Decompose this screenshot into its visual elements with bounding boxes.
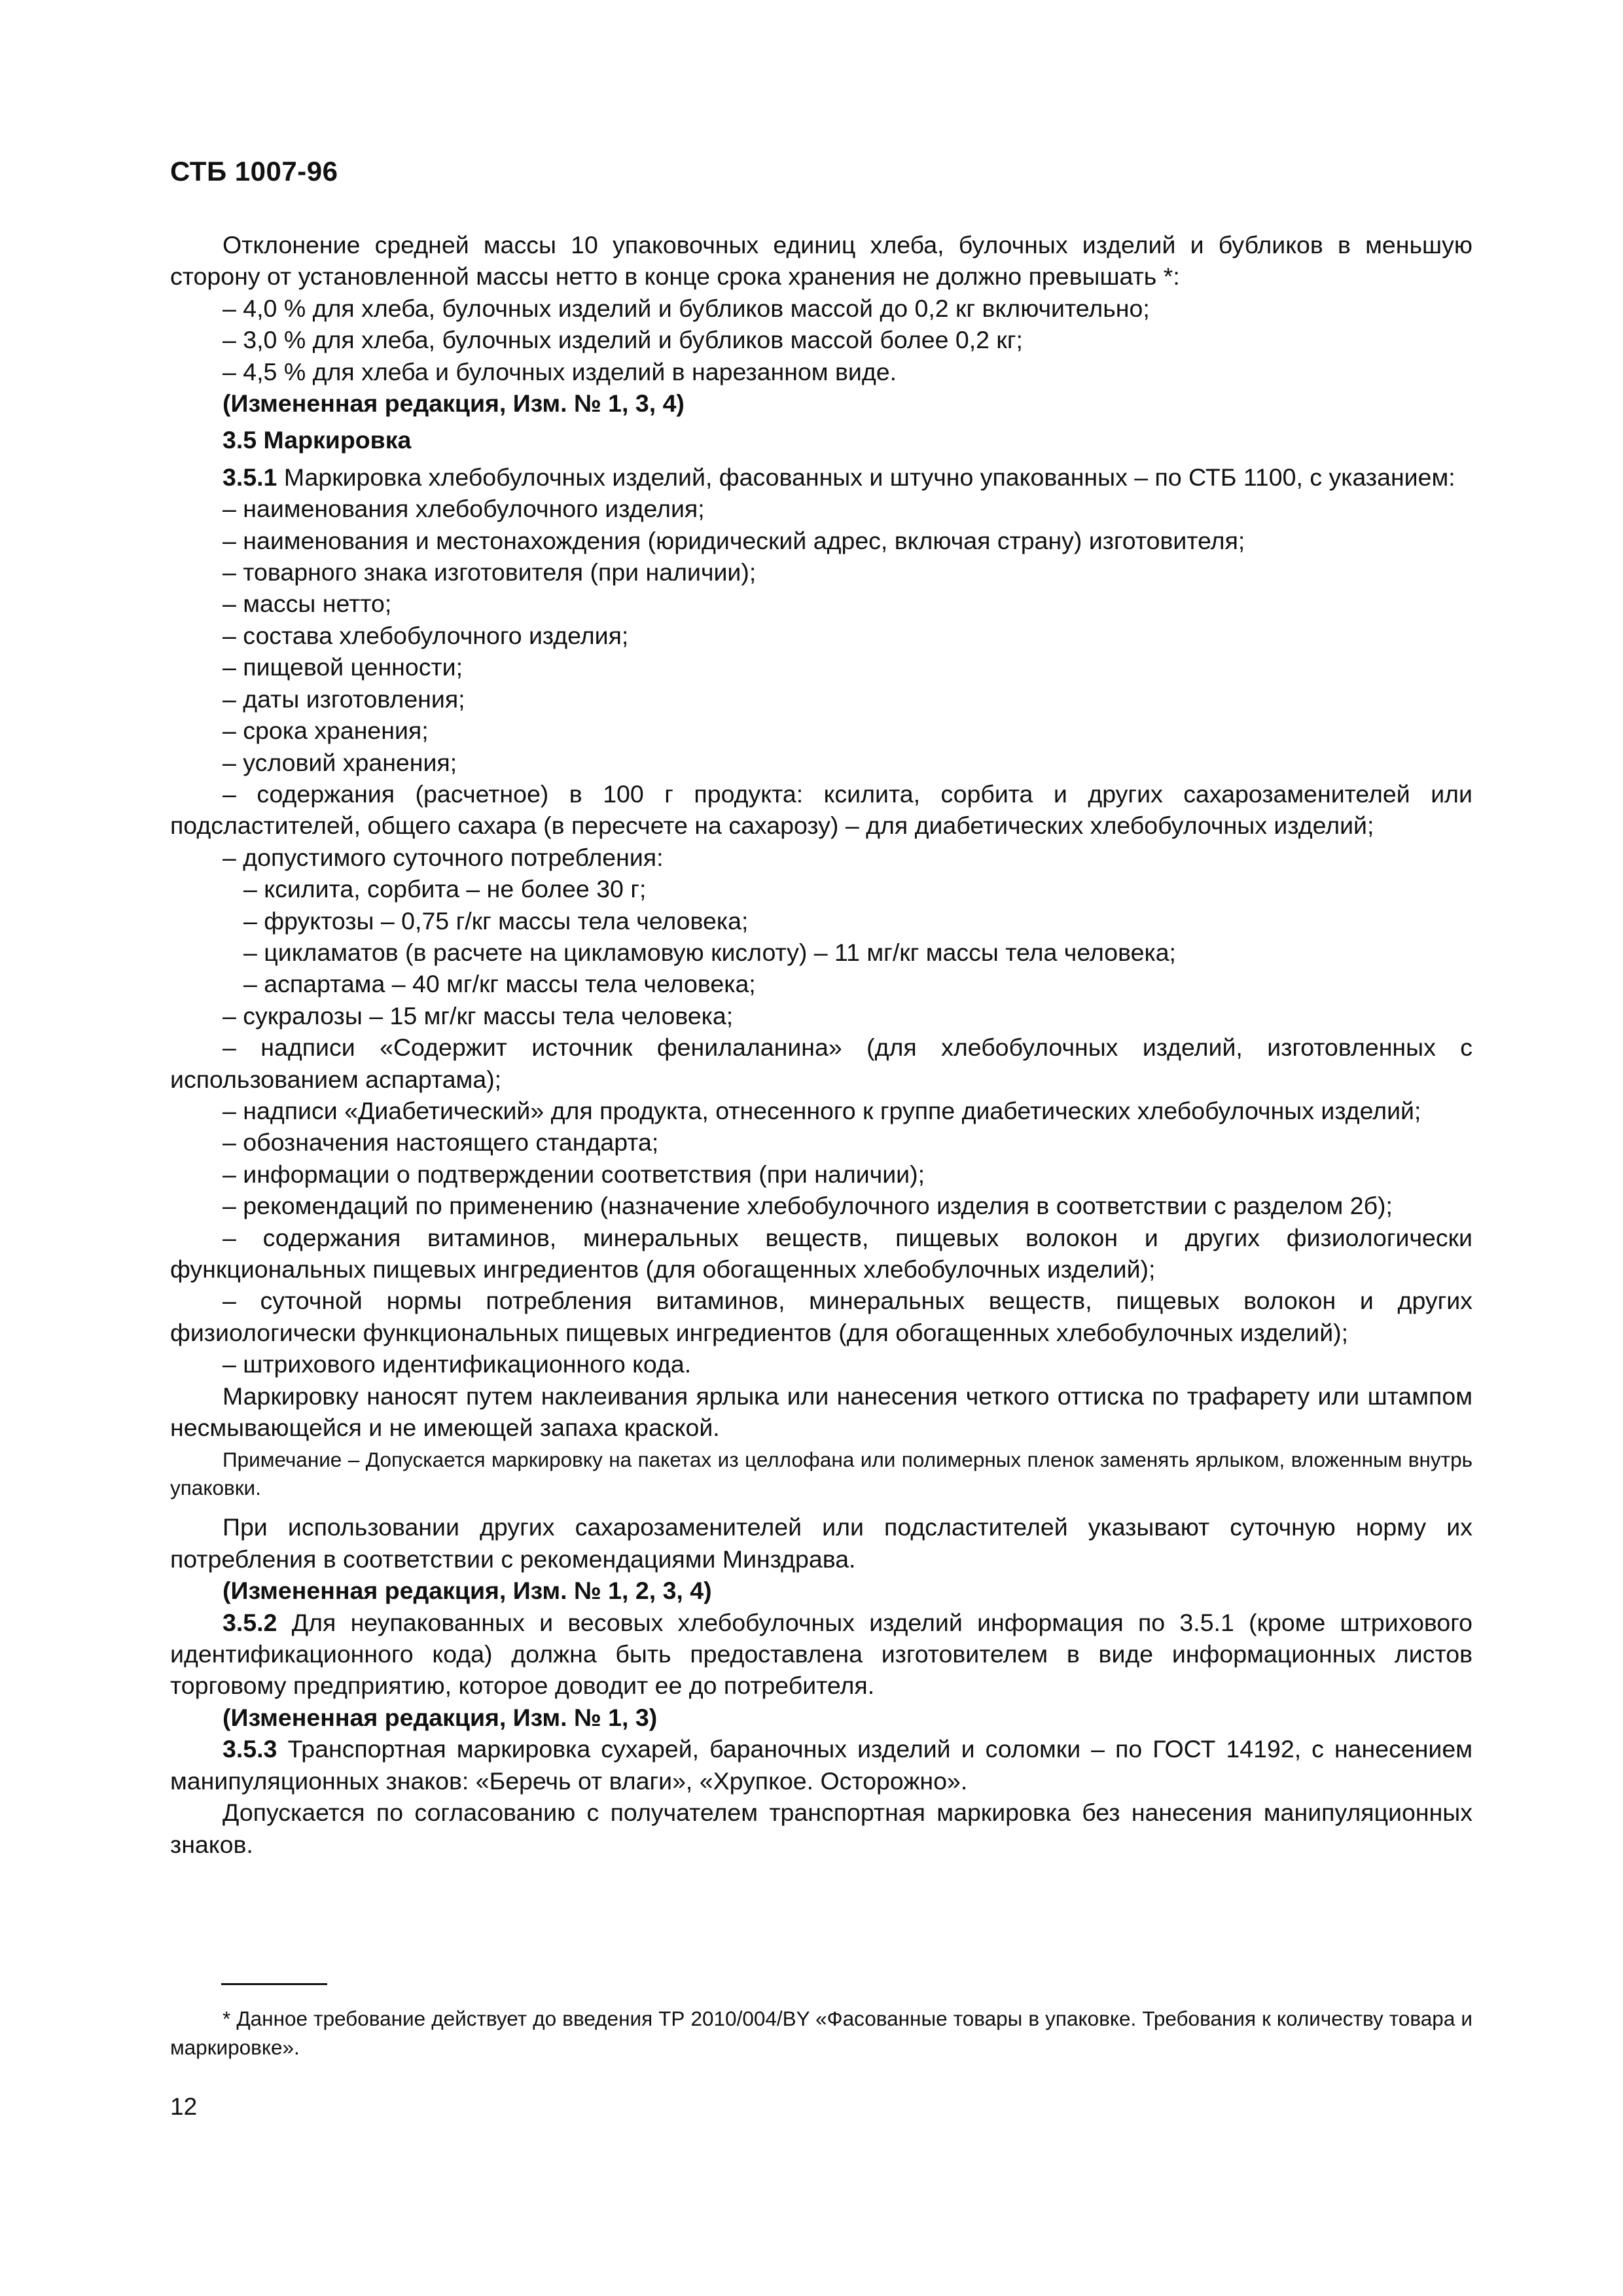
clause-3-5-1 xyxy=(170,461,1472,493)
clause-text: Транспортная маркировка сухарей, бараночных изделий и соломки – по ГОСТ 14192, с нанесением манипуляционных знаков: «Беречь от влаги», «Хрупкое. Осторожно». xyxy=(170,1735,1472,1795)
list-item: – пищевой ценности; xyxy=(223,653,463,681)
document-body xyxy=(170,229,1472,1860)
clause-number: 3.5.1 xyxy=(223,463,277,491)
marking-paragraph: Маркировку наносят путем наклеивания ярлыка или нанесения четкого оттиска по трафарету или штампом несмывающейся и не имеющей запаха краской. xyxy=(170,1382,1472,1442)
revision-note: (Измененная редакция, Изм. № 1, 3, 4) xyxy=(223,389,685,418)
clause-text: Для неупакованных и весовых хлебобулочных изделий информация по 3.5.1 (кроме штрихового идентификационного кода) должна быть предоставлена изготовителем в виде информационных листов торговому предприятию, которое доводит ее до потребителя. xyxy=(170,1608,1472,1700)
list-item: – содержания (расчетное) в 100 г продукта: ксилита, сорбита и других сахарозаменителей или подсластителей, общего сахара (в пересчете на сахарозу) – для диабетических хлебобулочных изделий; xyxy=(170,780,1472,840)
list-subitem: – фруктозы – 0,75 г/кг массы тела человека; xyxy=(243,906,749,935)
list-item: – содержания витаминов, минеральных веществ, пищевых волокон и других физиологически функциональных пищевых ингредиентов (для обогащенных хлебобулочных изделий); xyxy=(170,1223,1472,1283)
list-item: – товарного знака изготовителя (при наличии); xyxy=(223,558,757,586)
clause-3-5-2 xyxy=(170,1607,1472,1702)
clause-number: 3.5.2 xyxy=(223,1608,277,1636)
list-item: – обозначения настоящего стандарта; xyxy=(223,1128,659,1157)
intro-item: – 4,0 % для хлеба, булочных изделий и бубликов массой до 0,2 кг включительно; xyxy=(223,294,1150,322)
clause-number: 3.5.3 xyxy=(223,1735,277,1763)
clause-3-5-3-paragraph: Допускается по согласованию с получателем транспортная маркировка без нанесения манипуляционных знаков. xyxy=(170,1799,1472,1858)
list-subitem: – ксилита, сорбита – не более 30 г; xyxy=(243,875,647,903)
list-item: – допустимого суточного потребления: xyxy=(223,843,664,871)
list-item: – срока хранения; xyxy=(223,717,429,745)
clause-text: Маркировка хлебобулочных изделий, фасованных и штучно упакованных – по СТБ 1100, с указанием: xyxy=(277,463,1455,491)
list-item: – условий хранения; xyxy=(223,748,457,776)
intro-item: – 3,0 % для хлеба, булочных изделий и бубликов массой более 0,2 кг; xyxy=(223,326,1023,354)
list-subitem: – аспартама – 40 мг/кг массы тела человека; xyxy=(243,970,756,998)
list-item: – массы нетто; xyxy=(223,590,392,618)
revision-note: (Измененная редакция, Изм. № 1, 3) xyxy=(223,1703,658,1731)
sweetener-paragraph: При использовании других сахарозаменителей или подсластителей указывают суточную норму их потребления в соответствии с рекомендациями Минздрава. xyxy=(170,1513,1472,1573)
revision-note: (Измененная редакция, Изм. № 1, 2, 3, 4) xyxy=(223,1577,712,1605)
document-code-header: СТБ 1007-96 xyxy=(170,156,338,187)
list-item: – информации о подтверждении соответствия (при наличии); xyxy=(223,1160,925,1188)
list-item: – штрихового идентификационного кода. xyxy=(223,1350,692,1378)
intro-paragraph: Отклонение средней массы 10 упаковочных единиц хлеба, булочных изделий и бубликов в меньшую сторону от установленной массы нетто в конце срока хранения не должно превышать *: xyxy=(170,231,1472,291)
list-subitem: – цикламатов (в расчете на цикламовую кислоту) – 11 мг/кг массы тела человека; xyxy=(243,938,1176,966)
list-item: – рекомендаций по применению (назначение хлебобулочного изделия в соответствии с разделом 2б); xyxy=(223,1192,1393,1220)
list-item: – состава хлебобулочного изделия; xyxy=(223,621,629,649)
section-heading: 3.5 Маркировка xyxy=(223,426,412,454)
clause-3-5-3 xyxy=(170,1733,1472,1797)
note-paragraph: Примечание – Допускается маркировку на пакетах из целлофана или полимерных пленок заменять ярлыком, вложенным внутрь упаковки. xyxy=(170,1448,1472,1500)
list-item: – наименования хлебобулочного изделия; xyxy=(223,495,705,523)
footnote: * Данное требование действует до введения ТР 2010/004/BY «Фасованные товары в упаковке. Требования к количеству товара и маркировке». xyxy=(170,2007,1472,2059)
list-item: – надписи «Диабетический» для продукта, отнесенного к группе диабетических хлебобулочных изделий; xyxy=(223,1096,1421,1124)
list-item: – надписи «Содержит источник фенилаланина» (для хлебобулочных изделий, изготовленных с использованием аспартама); xyxy=(170,1033,1472,1093)
intro-item: – 4,5 % для хлеба и булочных изделий в нарезанном виде. xyxy=(223,357,897,386)
list-item: – наименования и местонахождения (юридический адрес, включая страну) изготовителя; xyxy=(223,526,1245,554)
list-item: – сукралозы – 15 мг/кг массы тела человека; xyxy=(223,1001,734,1030)
list-item: – суточной нормы потребления витаминов, минеральных веществ, пищевых волокон и других физиологически функциональных пищевых ингредиентов (для обогащенных хлебобулочных изделий); xyxy=(170,1287,1472,1346)
list-item: – даты изготовления; xyxy=(223,685,465,713)
footnote-divider xyxy=(221,1983,327,1985)
page-number: 12 xyxy=(170,2093,198,2120)
